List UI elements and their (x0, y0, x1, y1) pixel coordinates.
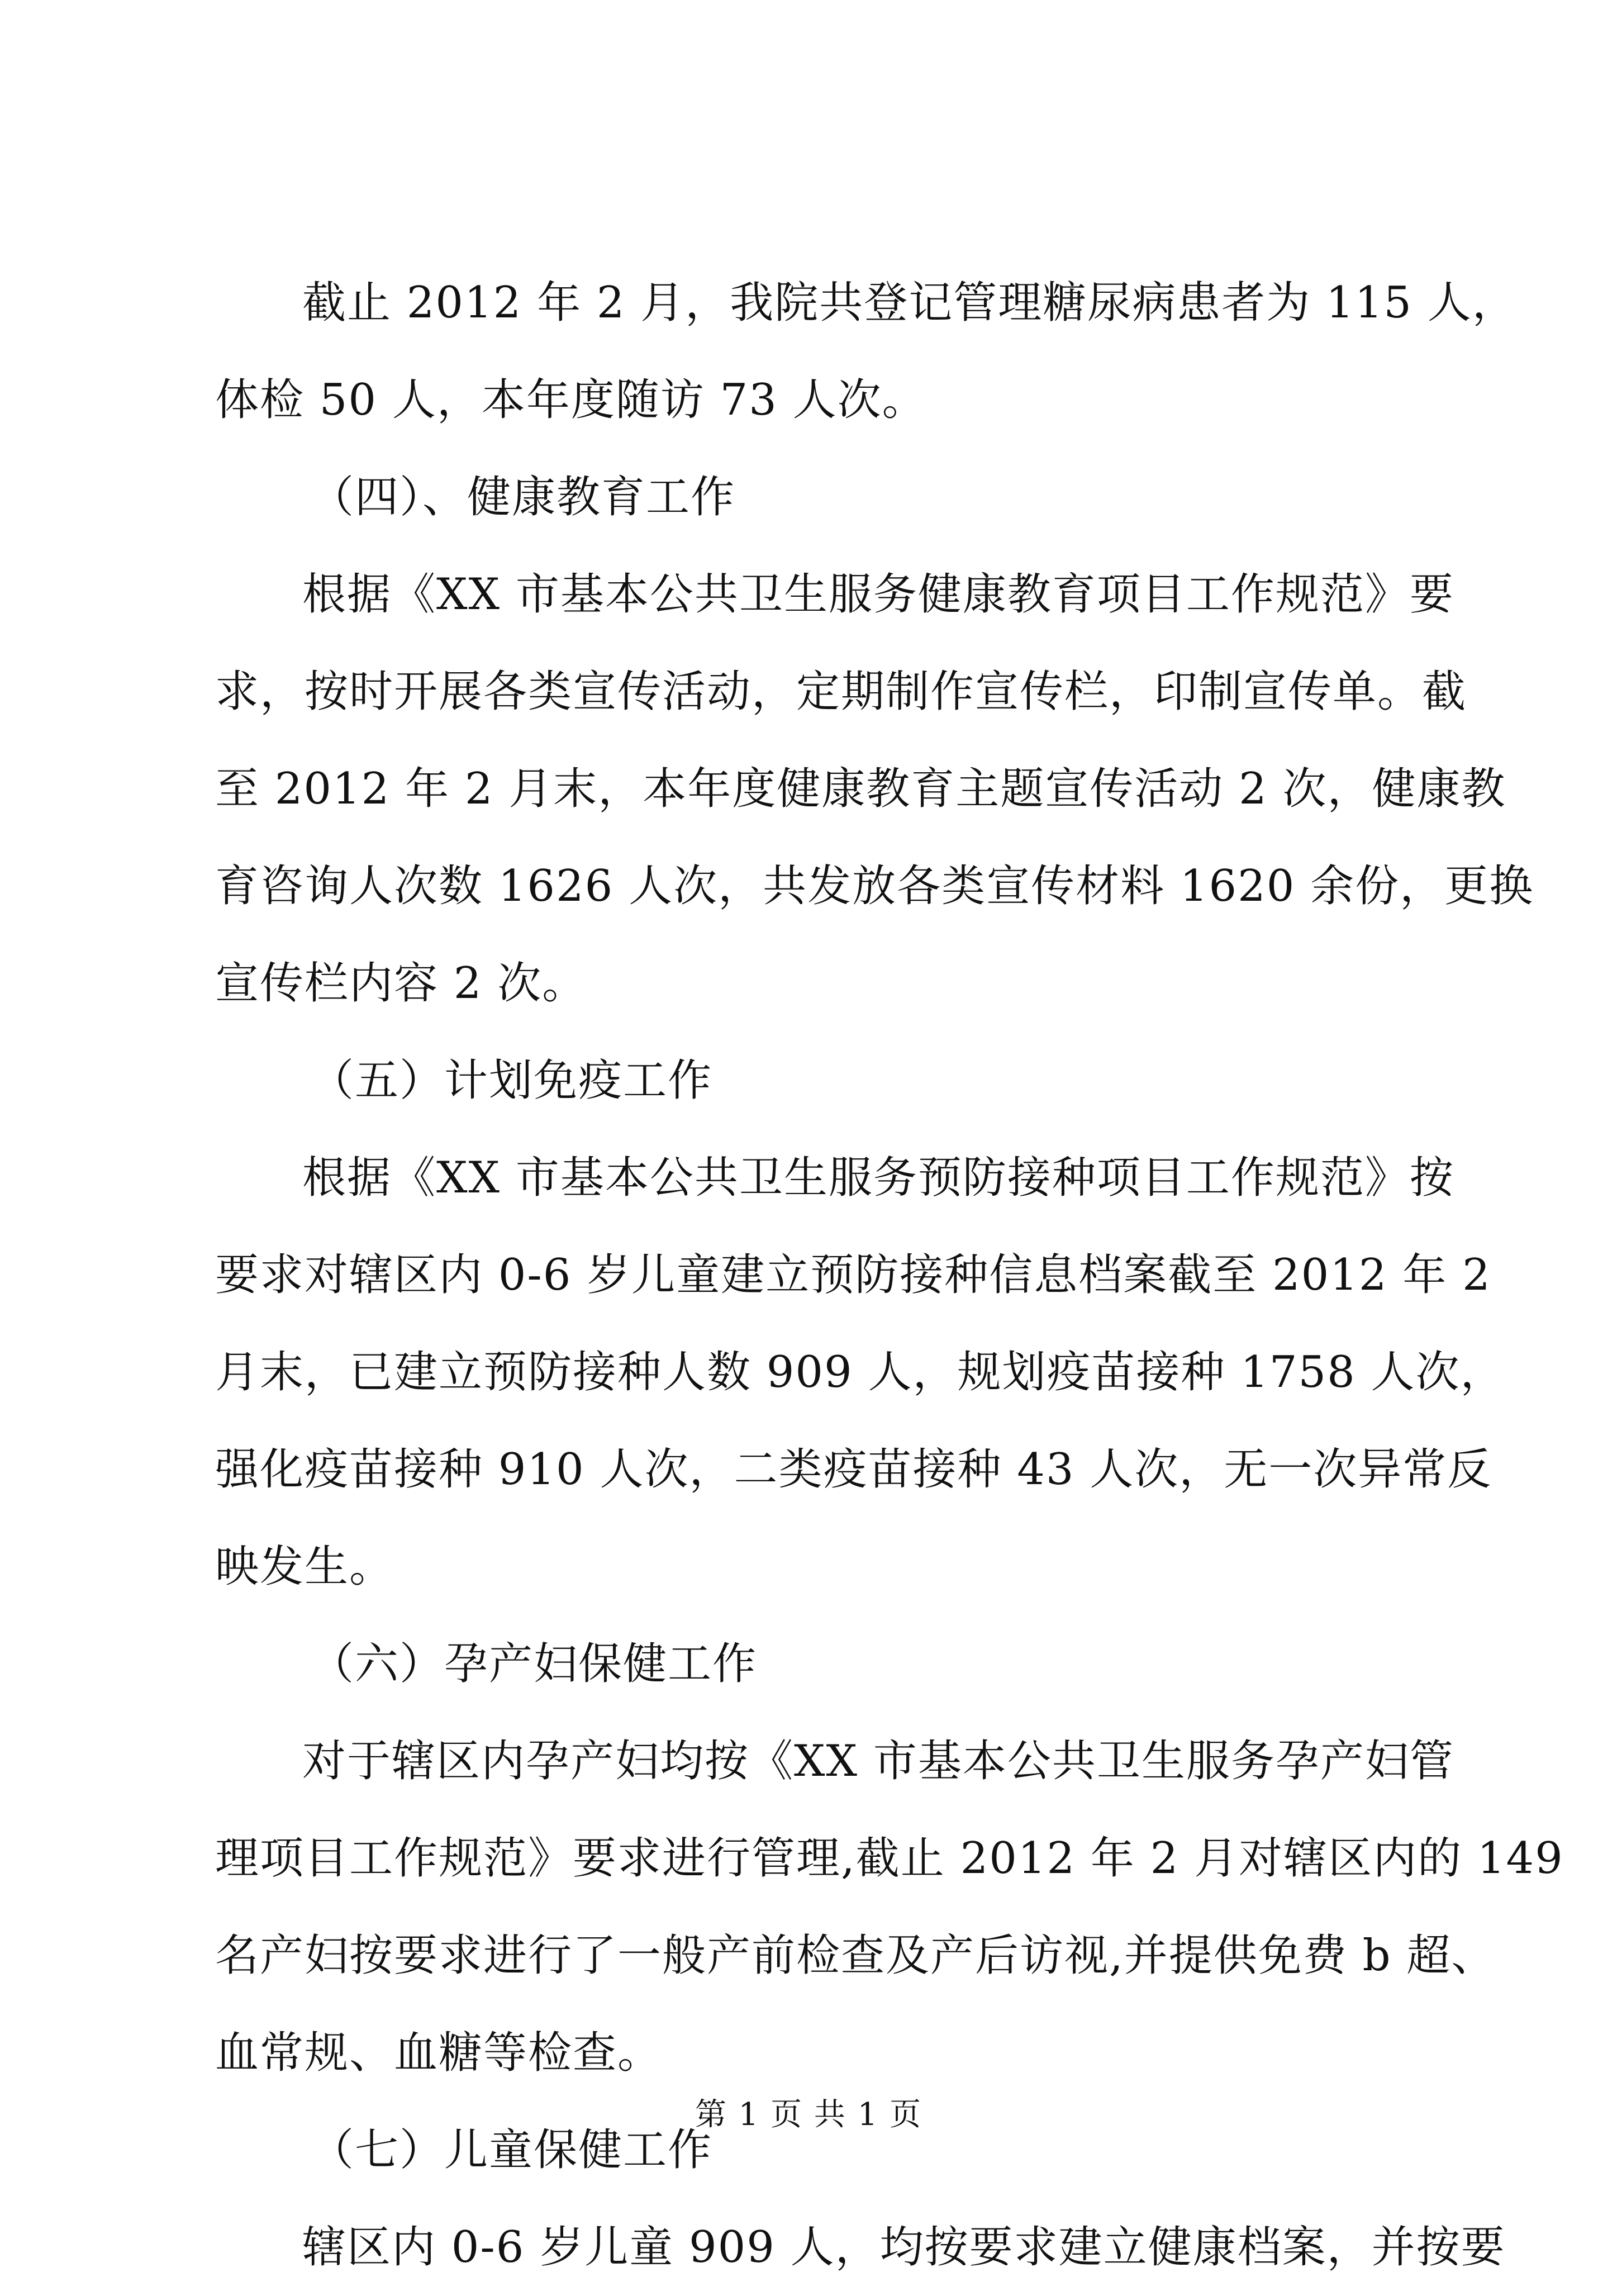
section-heading: （四）、健康教育工作 (310, 472, 736, 522)
paragraph-line: 月末，已建立预防接种人数 909 人，规划疫苗接种 1758 人次， (215, 1347, 1505, 1397)
paragraph-line: 对于辖区内孕产妇均按《XX 市基本公共卫生服务孕产妇管 (302, 1736, 1454, 1786)
paragraph-line: 体检 50 人，本年度随访 73 人次。 (215, 375, 927, 425)
paragraph-line: 宣传栏内容 2 次。 (215, 958, 587, 1009)
paragraph-line: 根据《XX 市基本公共卫生服务健康教育项目工作规范》要 (302, 569, 1454, 620)
section-heading: （六）孕产妇保健工作 (310, 1639, 758, 1689)
paragraph-line: 血常规、血糖等检查。 (215, 2028, 663, 2078)
paragraph-line: 强化疫苗接种 910 人次，二类疫苗接种 43 人次，无一次异常反 (215, 1444, 1492, 1495)
section-heading: （五）计划免疫工作 (310, 1056, 713, 1106)
paragraph-line: 育咨询人次数 1626 人次，共发放各类宣传材料 1620 余份，更换 (215, 861, 1534, 911)
paragraph-line: 名产妇按要求进行了一般产前检查及产后访视,并提供免费 b 超、 (215, 1931, 1496, 1981)
paragraph-line: 辖区内 0-6 岁儿童 909 人，均按要求建立健康档案，并按要 (302, 2222, 1506, 2273)
paragraph-line: 理项目工作规范》要求进行管理,截止 2012 年 2 月对辖区内的 149 (215, 1833, 1564, 1884)
section-heading: （七）儿童保健工作 (310, 2125, 713, 2175)
paragraph-line: 根据《XX 市基本公共卫生服务预防接种项目工作规范》按 (302, 1153, 1454, 1203)
paragraph-line: 映发生。 (215, 1542, 394, 1592)
page-footer: 第 1 页 共 1 页 (695, 2097, 922, 2133)
paragraph-line: 要求对辖区内 0-6 岁儿童建立预防接种信息档案截至 2012 年 2 (215, 1250, 1491, 1300)
paragraph-line: 至 2012 年 2 月末，本年度健康教育主题宣传活动 2 次，健康教 (215, 764, 1506, 814)
paragraph-line: 求，按时开展各类宣传活动，定期制作宣传栏，印制宣传单。截 (215, 667, 1467, 717)
document-body (215, 254, 1564, 2296)
paragraph-line: 截止 2012 年 2 月，我院共登记管理糖尿病患者为 115 人， (302, 278, 1517, 328)
